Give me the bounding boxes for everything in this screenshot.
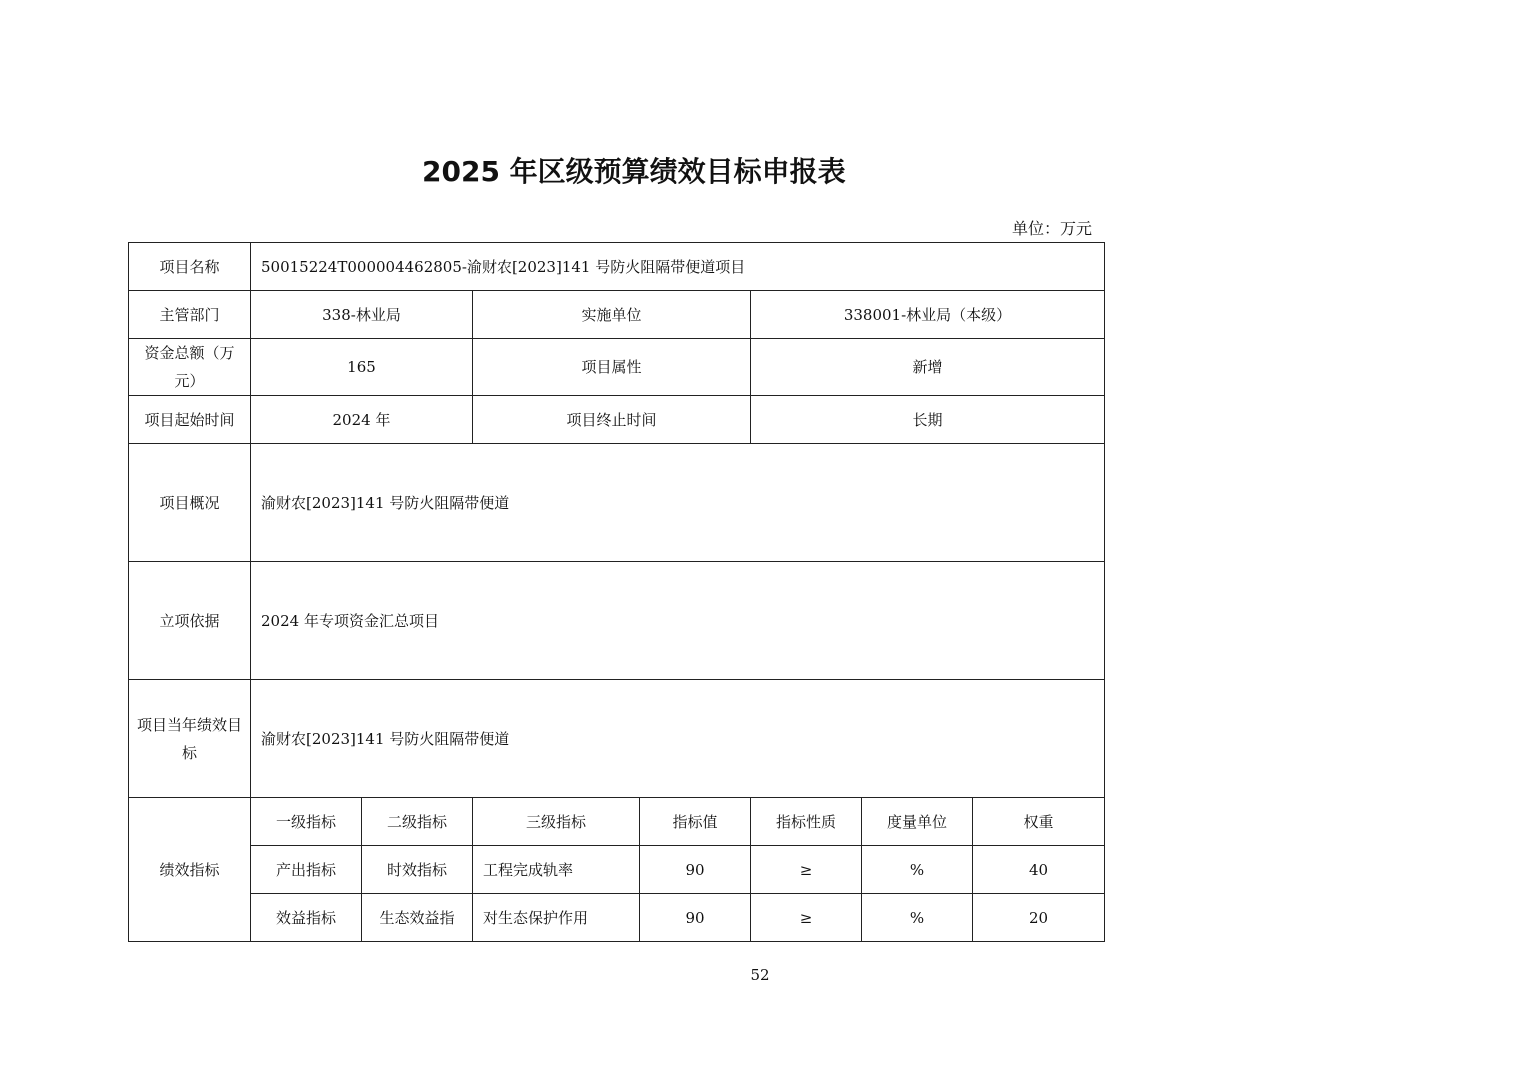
cell-level3: 工程完成轨率	[473, 846, 640, 894]
page-number: 52	[750, 966, 770, 984]
implementing-unit-value: 338001-林业局（本级）	[751, 291, 1105, 339]
header-level2: 二级指标	[362, 798, 473, 846]
cell-value: 90	[640, 894, 751, 942]
project-name-label: 项目名称	[129, 243, 251, 291]
implementing-unit-label: 实施单位	[473, 291, 751, 339]
cell-weight: 20	[973, 894, 1105, 942]
row-department	[129, 291, 1105, 339]
header-weight: 权重	[973, 798, 1105, 846]
header-level1: 一级指标	[251, 798, 362, 846]
start-time-value: 2024 年	[251, 396, 473, 444]
fund-total-label: 资金总额（万元）	[129, 339, 251, 396]
document-title: 2025 年区级预算绩效目标申报表	[422, 155, 846, 188]
cell-weight: 40	[973, 846, 1105, 894]
header-level3: 三级指标	[473, 798, 640, 846]
cell-level2: 时效指标	[362, 846, 473, 894]
cell-unit: %	[862, 894, 973, 942]
indicator-header-row	[129, 798, 1105, 846]
overview-label: 项目概况	[129, 444, 251, 562]
cell-level2: 生态效益指	[362, 894, 473, 942]
table-row	[129, 846, 1105, 894]
cell-nature: ≥	[751, 894, 862, 942]
start-time-label: 项目起始时间	[129, 396, 251, 444]
cell-nature: ≥	[751, 846, 862, 894]
header-unit: 度量单位	[862, 798, 973, 846]
row-period	[129, 396, 1105, 444]
department-label: 主管部门	[129, 291, 251, 339]
row-overview	[129, 444, 1105, 562]
end-time-label: 项目终止时间	[473, 396, 751, 444]
row-fund	[129, 339, 1105, 396]
cell-level1: 效益指标	[251, 894, 362, 942]
annual-goal-label: 项目当年绩效目标	[129, 680, 251, 798]
fund-total-value: 165	[251, 339, 473, 396]
header-nature: 指标性质	[751, 798, 862, 846]
cell-level3: 对生态保护作用	[473, 894, 640, 942]
indicators-label: 绩效指标	[129, 798, 251, 942]
basis-label: 立项依据	[129, 562, 251, 680]
annual-goal-value: 渝财农[2023]141 号防火阻隔带便道	[251, 680, 1105, 798]
project-name-value: 50015224T000004462805-渝财农[2023]141 号防火阻隔带便道项目	[251, 243, 1105, 291]
unit-label: 单位：万元	[1012, 219, 1093, 238]
cell-value: 90	[640, 846, 751, 894]
row-project-name	[129, 243, 1105, 291]
performance-target-table	[128, 242, 1105, 942]
cell-level1: 产出指标	[251, 846, 362, 894]
table-row	[129, 894, 1105, 942]
project-attribute-value: 新增	[751, 339, 1105, 396]
cell-unit: %	[862, 846, 973, 894]
end-time-value: 长期	[751, 396, 1105, 444]
row-annual-goal	[129, 680, 1105, 798]
overview-value: 渝财农[2023]141 号防火阻隔带便道	[251, 444, 1105, 562]
row-basis	[129, 562, 1105, 680]
department-value: 338-林业局	[251, 291, 473, 339]
basis-value: 2024 年专项资金汇总项目	[251, 562, 1105, 680]
header-value: 指标值	[640, 798, 751, 846]
project-attribute-label: 项目属性	[473, 339, 751, 396]
